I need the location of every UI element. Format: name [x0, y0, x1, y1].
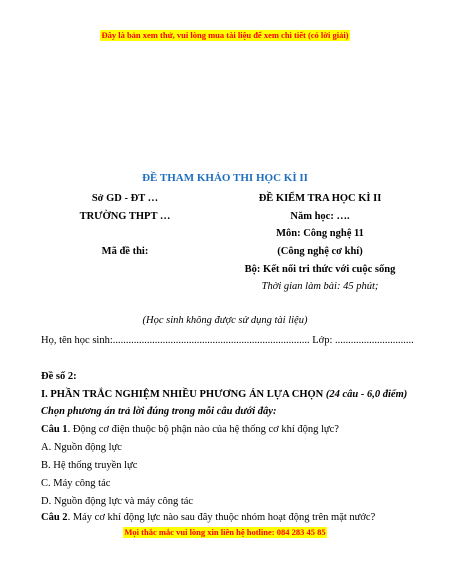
subject: Môn: Công nghệ 11: [276, 228, 364, 239]
no-materials-note: (Học sinh không được sử dụng tài liệu): [142, 315, 308, 326]
student-info-line: Họ, tên học sinh:........................................................................... Lớp: ..............................: [41, 335, 414, 346]
department-label: Sở GD - ĐT …: [91, 193, 159, 204]
preview-banner-text: Đây là bản xem thử, vui lòng mua tài liệu để xem chi tiết (có lời giải): [101, 30, 349, 40]
time-limit: Thời gian làm bài: 45 phút;: [261, 281, 379, 292]
exam-number: Đề số 2:: [41, 371, 77, 382]
subject-branch: (Công nghệ cơ khí): [277, 246, 363, 257]
question-1-option-d: D. Nguồn động lực và máy công tác: [41, 496, 194, 507]
textbook-series: Bộ: Kết nối tri thức với cuộc sống: [244, 264, 396, 275]
section-title: I. PHẦN TRẮC NGHIỆM NHIỀU PHƯƠNG ÁN LỰA CHỌN: [41, 389, 324, 400]
school-year: Năm học: ….: [290, 211, 350, 222]
question-1-label: Câu 1: [41, 424, 68, 435]
exam-name: ĐỀ KIỂM TRA HỌC KÌ II: [258, 193, 382, 204]
question-1: [41, 423, 339, 437]
section-instruction: Chọn phương án trả lời đúng trong mỗi câu dưới đây:: [41, 406, 277, 417]
section-points: (24 câu - 6,0 điểm): [325, 389, 408, 400]
question-1-text: . Động cơ điện thuộc bộ phận nào của hệ thống cơ khí động lực?: [67, 424, 339, 435]
question-1-option-b: B. Hệ thống truyền lực: [41, 460, 138, 471]
preview-banner: [0, 25, 450, 43]
document-title: ĐỀ THAM KHẢO THI HỌC KÌ II: [142, 172, 308, 184]
question-2-text: . Máy cơ khí động lực nào sau đây thuộc nhóm hoạt động trên mặt nước?: [67, 512, 376, 523]
hotline-banner-text: Mọi thắc mắc vui lòng xin liên hệ hotline: 084 283 45 85: [124, 527, 326, 537]
hotline-banner: [0, 522, 450, 540]
school-label: TRƯỜNG THPT …: [79, 211, 171, 222]
exam-code-label: Mã đề thi:: [101, 246, 149, 257]
question-1-option-a: A. Nguồn động lực: [41, 442, 122, 453]
question-1-option-c: C. Máy công tác: [41, 478, 111, 489]
section-heading: [41, 388, 407, 402]
question-2-label: Câu 2: [41, 512, 68, 523]
